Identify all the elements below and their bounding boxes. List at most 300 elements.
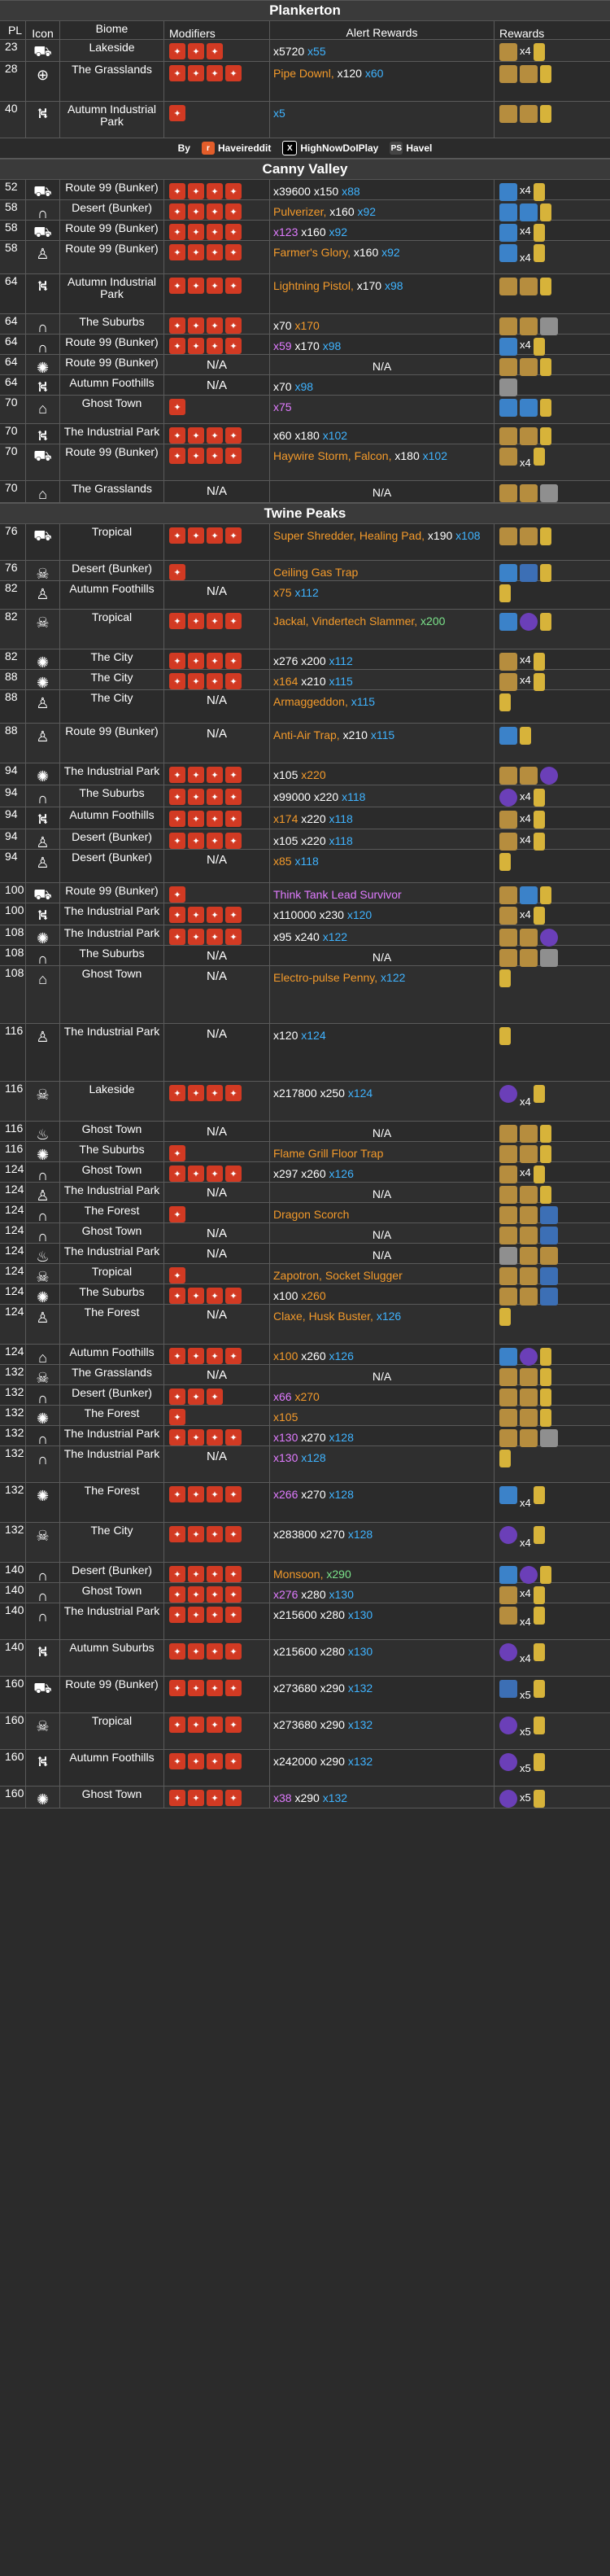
rewards-cell [495, 274, 610, 313]
alert-reward-text: x220 [301, 834, 329, 847]
biome-name: Ghost Town [60, 966, 164, 1023]
ticket-icon [520, 427, 538, 445]
modifiers-cell [164, 1162, 270, 1182]
gold-icon [540, 1145, 551, 1163]
table-row [0, 690, 610, 724]
alert-reward-text: x60 [364, 67, 384, 80]
alert-reward-text: x200 [420, 614, 446, 628]
fire-icon: ♨ [36, 1126, 50, 1143]
reward-multiplier: x4 [520, 44, 531, 57]
gold-icon [540, 527, 551, 545]
biome-name: The Forest [60, 1203, 164, 1222]
biome-name: Tropical [60, 610, 164, 649]
swirl-icon: ✺ [36, 1410, 50, 1427]
modifier-icon: ✦ [169, 244, 185, 260]
truck-icon: ⛟ [33, 527, 52, 544]
alert-reward-text: x290 [320, 1755, 348, 1768]
modifier-icon: ✦ [207, 224, 223, 240]
modifier-icon: ✦ [169, 203, 185, 220]
power-level: 94 [0, 850, 26, 882]
alert-reward-text: x170 [356, 279, 385, 292]
alert-rewards-cell [270, 903, 495, 925]
alert-reward-text: x290 [320, 1682, 348, 1695]
table-row [0, 850, 610, 883]
table-row [0, 925, 610, 946]
alert-reward-text: x124 [301, 1029, 326, 1042]
biome-name: The Suburbs [60, 1284, 164, 1304]
modifier-icon: ✦ [207, 1753, 223, 1769]
mission-icon-cell [26, 807, 60, 829]
biome-name: The Industrial Park [60, 763, 164, 785]
truck-icon: ⛟ [33, 886, 52, 903]
alert-reward-text: Farmer's Glory, [273, 246, 354, 259]
alert-rewards-cell [270, 763, 495, 785]
modifier-icon: ✦ [169, 1429, 185, 1445]
biome-name: Route 99 (Bunker) [60, 1677, 164, 1712]
rewards-cell [495, 335, 610, 354]
modifier-icon: ✦ [207, 613, 223, 629]
alert-reward-text: x132 [347, 1755, 373, 1768]
modifiers-cell [164, 785, 270, 807]
alert-reward-text: Dragon Scorch [273, 1208, 350, 1221]
modifier-icon: ✦ [207, 907, 223, 923]
power-level: 76 [0, 561, 26, 580]
arch-icon: ∩ [37, 789, 48, 807]
mission-icon-cell [26, 524, 60, 560]
ticket-icon [520, 65, 538, 83]
xp-icon [499, 1717, 517, 1734]
modifier-icon: ✦ [207, 317, 223, 334]
alert-reward-text: x115 [329, 675, 353, 688]
table-row [0, 903, 610, 925]
alert-reward-text: x112 [329, 654, 353, 667]
alert-reward-text: Flame Grill Floor Trap [273, 1147, 384, 1160]
modifier-icon: ✦ [169, 929, 185, 945]
modifier-icon: ✦ [225, 1566, 242, 1582]
table-row [0, 1677, 610, 1713]
rewards-cell [495, 1345, 610, 1364]
modifiers-cell [164, 62, 270, 101]
alert-reward-text: x290 [320, 1718, 348, 1731]
mission-icon-cell [26, 221, 60, 240]
modifier-icon: ✦ [207, 1680, 223, 1696]
alert-reward-text: x102 [422, 449, 447, 462]
alert-rewards-cell [270, 1305, 495, 1344]
modifier-icon: ✦ [207, 767, 223, 783]
ticket-icon [499, 833, 517, 851]
table-row [0, 883, 610, 903]
alert-rewards-cell [270, 481, 495, 502]
ticket-icon [499, 1145, 517, 1163]
rewards-cell [495, 1024, 610, 1081]
xp-icon [520, 613, 538, 631]
reward-multiplier: x4 [520, 1166, 531, 1179]
modifiers-cell [164, 1603, 270, 1639]
alert-reward-text: x290 [294, 1791, 323, 1804]
ticket-icon [499, 448, 517, 466]
alert-reward-text: x118 [342, 790, 366, 803]
column-header: Biome [60, 21, 164, 39]
alert-reward-text: Pipe Downl, [273, 67, 338, 80]
road-icon: ⛕ [37, 1643, 49, 1660]
modifiers-cell [164, 1284, 270, 1304]
fire-icon: ♨ [36, 1248, 50, 1265]
gold-icon [540, 399, 551, 417]
biome-name: The Industrial Park [60, 1183, 164, 1202]
power-level: 116 [0, 1082, 26, 1121]
modifier-icon: ✦ [225, 224, 242, 240]
modifier-icon: ✦ [169, 1586, 185, 1603]
biome-name: The Grasslands [60, 481, 164, 502]
gold-icon [540, 1566, 551, 1584]
alert-reward-text: x260 [301, 1349, 329, 1362]
power-level: 23 [0, 40, 26, 61]
alert-reward-text: x160 [301, 225, 329, 238]
modifiers-cell [164, 1787, 270, 1808]
alert-rewards-cell [270, 274, 495, 313]
reward-multiplier: x4 [520, 1586, 531, 1599]
blueprint-icon [499, 564, 517, 582]
alert-reward-text: x215600 [273, 1608, 320, 1621]
rewards-cell [495, 355, 610, 374]
modifiers-cell [164, 1483, 270, 1522]
biome-name: Desert (Bunker) [60, 200, 164, 220]
credits-by-label: By [177, 142, 190, 154]
rewards-cell [495, 1677, 610, 1712]
power-level: 160 [0, 1787, 26, 1808]
gold-icon [534, 1586, 545, 1604]
modifier-icon: ✦ [225, 1486, 242, 1502]
power-level: 132 [0, 1385, 26, 1405]
alert-rewards-cell [270, 444, 495, 480]
biome-name: The Suburbs [60, 314, 164, 334]
rewards-cell [495, 1264, 610, 1284]
blueprint-icon [499, 613, 517, 631]
credit-psn [390, 142, 432, 155]
alert-reward-text: x115 [370, 728, 395, 741]
alert-reward-text: x130 [347, 1645, 373, 1658]
arch-icon: ∩ [37, 1227, 48, 1244]
arch-icon: ∩ [37, 1567, 48, 1584]
arch-icon: ∩ [37, 1587, 48, 1604]
alert-rewards-cell [270, 966, 495, 1023]
modifier-icon: ✦ [188, 1526, 204, 1542]
alert-reward-text: x260 [301, 1289, 326, 1302]
mission-icon-cell [26, 850, 60, 882]
modifier-icon: ✦ [207, 673, 223, 689]
table-row [0, 1345, 610, 1365]
modifiers-cell [164, 314, 270, 334]
ticket-icon [499, 1186, 517, 1204]
arch-icon: ∩ [37, 1430, 48, 1447]
biome-name: The Industrial Park [60, 1244, 164, 1263]
alert-reward-text: x130 [329, 1588, 354, 1601]
biome-name: Route 99 (Bunker) [60, 241, 164, 273]
alert-reward-text: Armaggeddon, [273, 695, 351, 708]
blueprint-icon [499, 244, 517, 262]
swirl-icon: ✺ [36, 768, 50, 785]
alert-reward-text: Electro-pulse Penny, [273, 971, 381, 984]
ticket-icon [520, 1247, 538, 1265]
rewards-cell [495, 670, 610, 689]
table-row [0, 1603, 610, 1640]
power-level: 124 [0, 1162, 26, 1182]
power-level: 100 [0, 883, 26, 903]
alert-rewards-cell [270, 102, 495, 138]
truck-icon: ⛟ [33, 448, 52, 464]
alert-rewards-cell [270, 1223, 495, 1243]
gold-icon [534, 1790, 545, 1808]
alert-rewards-cell [270, 1385, 495, 1405]
reward-multiplier: x4 [520, 833, 531, 846]
rewards-cell [495, 424, 610, 444]
modifiers-cell [164, 1750, 270, 1786]
table-row [0, 670, 610, 690]
reward-multiplier: x5 [520, 1791, 531, 1804]
power-level: 28 [0, 62, 26, 101]
alert-na: N/A [372, 1228, 392, 1241]
ticket-icon [520, 1186, 538, 1204]
blueprint-icon [499, 1348, 517, 1366]
rewards-cell [495, 966, 610, 1023]
ticket-icon [499, 1267, 517, 1285]
rewards-cell [495, 807, 610, 829]
rewards-cell [495, 785, 610, 807]
modifier-icon: ✦ [169, 65, 185, 81]
modifier-icon: ✦ [207, 811, 223, 827]
table-row [0, 724, 610, 763]
alert-reward-text: x273680 [273, 1682, 320, 1695]
x-logo-icon: X [282, 141, 297, 155]
power-level: 58 [0, 221, 26, 240]
biome-name: Autumn Industrial Park [60, 102, 164, 138]
ticket-icon [499, 673, 517, 691]
alert-na: N/A [372, 1249, 392, 1262]
credits-bar [0, 138, 610, 159]
ticket-icon [520, 527, 538, 545]
gold-icon [540, 1389, 551, 1406]
modifier-icon: ✦ [207, 833, 223, 849]
gold-icon [534, 789, 545, 807]
gold-icon [540, 203, 551, 221]
power-level: 40 [0, 102, 26, 138]
mission-icon-cell [26, 1122, 60, 1141]
alert-rewards-cell [270, 724, 495, 763]
modifiers-cell [164, 1446, 270, 1482]
modifier-icon: ✦ [169, 1680, 185, 1696]
arch-icon: ∩ [37, 1450, 48, 1467]
modifiers-cell [164, 883, 270, 903]
alert-reward-text: x75 [273, 400, 292, 413]
alert-rewards-cell [270, 670, 495, 689]
modifier-icon: ✦ [169, 613, 185, 629]
power-level: 124 [0, 1305, 26, 1344]
modifier-icon: ✦ [225, 1586, 242, 1603]
modifiers-na: N/A [206, 1186, 227, 1200]
ticket-icon [520, 1429, 538, 1447]
gold-icon [540, 65, 551, 83]
table-row [0, 102, 610, 138]
gold-icon [534, 653, 545, 671]
upgrade-icon [540, 1267, 558, 1285]
power-level: 88 [0, 724, 26, 763]
mission-icon-cell [26, 785, 60, 807]
modifier-icon: ✦ [207, 448, 223, 464]
mission-icon-cell [26, 649, 60, 669]
figure-icon: ♙ [36, 833, 50, 851]
ticket-icon [520, 929, 538, 947]
blueprint-icon [499, 399, 517, 417]
modifier-icon: ✦ [169, 767, 185, 783]
alert-reward-text: x273680 [273, 1718, 320, 1731]
column-header: Alert Rewards [270, 21, 495, 39]
ticket-icon [499, 358, 517, 376]
skull-icon: ☠ [36, 614, 50, 631]
truck-icon: ⛟ [33, 183, 52, 199]
alert-reward-text: x115 [351, 695, 376, 708]
modifier-icon: ✦ [225, 527, 242, 544]
reward-multiplier: x4 [520, 811, 531, 824]
power-level: 64 [0, 355, 26, 374]
modifier-icon: ✦ [188, 317, 204, 334]
xp-icon [499, 1526, 517, 1544]
alert-reward-text: x105 [273, 834, 302, 847]
rewards-cell [495, 40, 610, 61]
alert-reward-text: x128 [347, 1528, 373, 1541]
modifier-icon: ✦ [169, 673, 185, 689]
biome-name: Ghost Town [60, 1223, 164, 1243]
alert-rewards-cell [270, 1365, 495, 1384]
alert-rewards-cell [270, 1483, 495, 1522]
column-header: PL [0, 21, 26, 39]
modifiers-cell [164, 581, 270, 609]
power-level: 70 [0, 424, 26, 444]
rewards-cell [495, 1203, 610, 1222]
alert-reward-text: x280 [320, 1608, 348, 1621]
gold-icon [534, 1753, 545, 1771]
modifiers-cell [164, 1563, 270, 1582]
table-row [0, 561, 610, 581]
modifiers-na: N/A [206, 1247, 227, 1261]
modifier-icon: ✦ [169, 907, 185, 923]
gold-icon [534, 673, 545, 691]
alert-reward-text: x92 [329, 225, 348, 238]
ticket-icon [499, 1586, 517, 1604]
modifier-icon: ✦ [169, 1348, 185, 1364]
modifiers-cell [164, 946, 270, 965]
biome-name: Tropical [60, 524, 164, 560]
alert-reward-text: x118 [329, 812, 353, 825]
biome-name: Autumn Suburbs [60, 1640, 164, 1676]
alert-rewards-cell [270, 610, 495, 649]
xp-icon [540, 929, 558, 947]
alert-rewards-cell [270, 1677, 495, 1712]
modifier-icon: ✦ [225, 338, 242, 354]
modifier-icon: ✦ [207, 929, 223, 945]
rewards-cell [495, 180, 610, 199]
psn-icon: PS [390, 142, 403, 155]
rewards-cell [495, 610, 610, 649]
alert-reward-text: x276 [273, 654, 302, 667]
alert-rewards-cell [270, 396, 495, 423]
figure-icon: ♙ [36, 694, 50, 711]
mission-icon-cell [26, 946, 60, 965]
modifier-icon: ✦ [188, 1717, 204, 1733]
modifier-icon: ✦ [207, 1607, 223, 1623]
crosshair-icon: ⊕ [36, 66, 50, 83]
biome-name: The Forest [60, 1305, 164, 1344]
modifier-icon: ✦ [188, 338, 204, 354]
rewards-cell [495, 1446, 610, 1482]
gold-icon [534, 244, 545, 262]
modifiers-cell [164, 925, 270, 945]
alert-reward-text: x60 [273, 429, 295, 442]
mission-icon-cell [26, 610, 60, 649]
modifiers-cell [164, 1264, 270, 1284]
alert-rewards-cell [270, 1264, 495, 1284]
alert-reward-text: x170 [294, 339, 323, 352]
alert-rewards-cell [270, 690, 495, 723]
mission-icon-cell [26, 1483, 60, 1522]
road-icon: ⛕ [37, 378, 49, 395]
mission-icon-cell [26, 314, 60, 334]
alert-reward-text: x130 [273, 1451, 302, 1464]
modifier-icon: ✦ [225, 767, 242, 783]
gold-icon [540, 358, 551, 376]
ticket-icon [520, 1409, 538, 1427]
gold-icon [534, 1486, 545, 1504]
modifiers-cell [164, 670, 270, 689]
table-row [0, 1244, 610, 1264]
table-row [0, 1183, 610, 1203]
gold-icon [534, 1643, 545, 1661]
reward-multiplier: x4 [520, 673, 531, 686]
modifiers-na: N/A [206, 949, 227, 963]
gold-icon [499, 1308, 511, 1326]
power-level: 100 [0, 903, 26, 925]
modifiers-na: N/A [206, 1308, 227, 1322]
modifiers-cell [164, 966, 270, 1023]
alert-reward-text: Haywire Storm, Falcon, [273, 449, 395, 462]
alert-rewards-cell [270, 850, 495, 882]
power-level: 124 [0, 1244, 26, 1263]
truck-icon: ⛟ [33, 224, 52, 240]
reward-multiplier: x5 [520, 1725, 531, 1738]
mission-icon-cell [26, 763, 60, 785]
ore-icon [540, 1429, 558, 1447]
power-level: 108 [0, 966, 26, 1023]
biome-name: Autumn Foothills [60, 1750, 164, 1786]
modifiers-cell [164, 1244, 270, 1263]
alert-reward-text: x132 [347, 1682, 373, 1695]
ticket-icon [499, 1389, 517, 1406]
power-level: 124 [0, 1284, 26, 1304]
blueprint-icon [520, 886, 538, 904]
mission-icon-cell [26, 883, 60, 903]
upgrade-icon [520, 564, 538, 582]
modifiers-cell [164, 241, 270, 273]
alert-rewards-cell [270, 1284, 495, 1304]
modifiers-na: N/A [206, 1027, 227, 1041]
biome-name: Autumn Foothills [60, 375, 164, 395]
ticket-icon [499, 1607, 517, 1625]
modifier-icon: ✦ [188, 278, 204, 294]
modifiers-cell [164, 850, 270, 882]
mission-icon-cell [26, 1385, 60, 1405]
biome-name: The Industrial Park [60, 903, 164, 925]
alert-reward-text: x88 [342, 185, 360, 198]
ore-icon [540, 317, 558, 335]
